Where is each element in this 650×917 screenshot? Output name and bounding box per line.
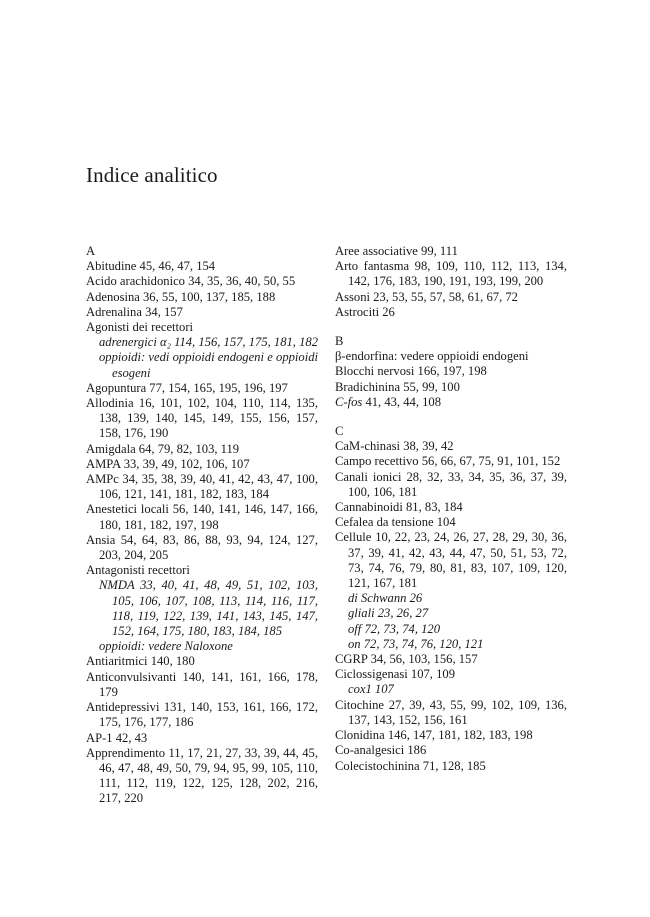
index-entry [86, 746, 318, 807]
index-entry-text: Allodinia 16, 101, 102, 104, 110, 114, 135, 138, 139, 140, 145, 149, 155, 156, 157, 158, 176, 190 [86, 396, 318, 441]
index-entry-text: Ciclossigenasi 107, 109 [335, 667, 455, 682]
index-subentry [335, 591, 567, 606]
section-letter: A [86, 244, 96, 258]
index-entry [86, 457, 318, 472]
index-entry [335, 364, 567, 379]
index-subentry [335, 622, 567, 637]
index-entry-text: Antagonisti recettori [86, 563, 190, 578]
index-entry-text: AP-1 42, 43 [86, 730, 148, 745]
index-entry [335, 698, 567, 728]
index-entry [86, 533, 318, 563]
index-entry-text: Antidepressivi 131, 140, 153, 161, 166, 172, 175, 176, 177, 186 [86, 700, 318, 730]
section-spacer [335, 410, 567, 424]
index-entry-text: Canali ionici 28, 32, 33, 34, 35, 36, 37, 39, 100, 106, 181 [335, 469, 567, 499]
index-entry-text: Bradichinina 55, 99, 100 [335, 379, 460, 394]
index-entry-text: Citochine 27, 39, 43, 55, 99, 102, 109, 136, 137, 143, 152, 156, 161 [335, 697, 567, 727]
index-entry-text: Anticonvulsivanti 140, 141, 161, 166, 178, 179 [86, 669, 318, 699]
index-entry [86, 654, 318, 669]
page-title: Indice analitico [86, 163, 218, 187]
index-entry [335, 290, 567, 305]
index-entry [86, 700, 318, 730]
index-entry [86, 563, 318, 578]
index-entry [86, 502, 318, 532]
index-subentry-text: NMDA 33, 40, 41, 48, 49, 51, 102, 103, 105, 106, 107, 108, 113, 114, 116, 117, 118, 119, 122, 139, 141, 143, 145, 147, 152, 164, 175, 180, 183, 184, 185 [99, 578, 318, 639]
index-entry [335, 743, 567, 758]
index-entry-text: Aree associative 99, 111 [335, 244, 458, 258]
index-entry-text: Abitudine 45, 46, 47, 154 [86, 259, 216, 274]
index-entry [335, 244, 567, 259]
index-entry [86, 274, 318, 289]
index-subentry-text: oppioidi: vedi oppioidi endogeni e oppioidi esogeni [99, 350, 318, 380]
index-entry-text: Cefalea da tensione 104 [335, 515, 456, 530]
index-entry [335, 305, 567, 320]
index-entry-text: AMPc 34, 35, 38, 39, 40, 41, 42, 43, 47, 100, 106, 121, 141, 181, 182, 183, 184 [86, 472, 318, 502]
index-entry-text: Acido arachidonico 34, 35, 36, 40, 50, 55 [86, 274, 296, 289]
index-entry [86, 259, 318, 274]
index-entry-text: Amigdala 64, 79, 82, 103, 119 [86, 441, 240, 456]
index-entry-term: C-fos [335, 394, 363, 409]
index-entry [86, 305, 318, 320]
index-entry [335, 515, 567, 530]
index-subentry [86, 639, 318, 654]
index-entry [335, 395, 567, 410]
index-subentry-text: di Schwann 26 [348, 591, 423, 606]
index-column-right [335, 244, 567, 774]
index-entry [335, 439, 567, 454]
index-entry-text: CaM-chinasi 38, 39, 42 [335, 439, 454, 454]
index-entry-text: Ansia 54, 64, 83, 86, 88, 93, 94, 124, 127, 203, 204, 205 [86, 532, 318, 563]
index-subentry [335, 606, 567, 621]
index-entry [86, 670, 318, 700]
index-entry [86, 396, 318, 442]
index-entry [86, 442, 318, 457]
index-entry-text: β-endorfina: vedere oppioidi endogeni [335, 349, 529, 364]
index-entry-text: Cellule 10, 22, 23, 24, 26, 27, 28, 29, 30, 36, 37, 39, 41, 42, 43, 44, 47, 50, 51, 53, 72, 73, 74, 76, 79, 80, 81, 83, 107, 109, 120, 121, 167, 181 [335, 530, 567, 591]
index-subentry [86, 350, 318, 380]
index-entry-text: 41, 43, 44, 108 [362, 394, 442, 409]
index-subentry [86, 335, 318, 350]
index-entry [335, 728, 567, 743]
section-letter: B [335, 334, 344, 349]
index-entry-text: Co-analgesici 186 [335, 743, 427, 758]
index-entry-text: Campo recettivo 56, 66, 67, 75, 91, 101, 152 [335, 454, 561, 469]
index-entry-text: CGRP 34, 56, 103, 156, 157 [335, 652, 478, 667]
index-entry-text: Blocchi nervosi 166, 197, 198 [335, 364, 487, 379]
index-subentry-text: cox1 107 [348, 682, 394, 697]
index-entry-text: Assoni 23, 53, 55, 57, 58, 61, 67, 72 [335, 289, 518, 304]
index-entry [335, 530, 567, 591]
index-subentry [86, 578, 318, 639]
index-entry-text: Agonisti dei recettori [86, 320, 194, 335]
index-subentry-text: adrenergici α₂ 114, 156, 157, 175, 181, 182 [99, 335, 318, 350]
index-column-left [86, 244, 318, 807]
index-subentry-text: on 72, 73, 74, 76, 120, 121 [348, 636, 484, 651]
index-subentry-text: oppioidi: vedere Naloxone [99, 639, 233, 654]
index-entry-text: Anestetici locali 56, 140, 141, 146, 147, 166, 180, 181, 182, 197, 198 [86, 502, 318, 532]
index-entry [335, 652, 567, 667]
index-entry-text: Adrenalina 34, 157 [86, 304, 183, 319]
index-entry [335, 380, 567, 395]
index-entry-text: Astrociti 26 [335, 304, 395, 319]
index-entry-text: Apprendimento 11, 17, 21, 27, 33, 39, 44, 45, 46, 47, 48, 49, 50, 79, 94, 95, 99, 105, 110, 111, 112, 119, 122, 125, 128, 202, 216, 217, 220 [86, 745, 318, 806]
index-entry [86, 290, 318, 305]
index-entry-text: Antiaritmici 140, 180 [86, 654, 195, 669]
section-spacer [335, 320, 567, 334]
index-subentry-text: gliali 23, 26, 27 [348, 606, 429, 621]
index-entry [335, 259, 567, 289]
index-entry-text: Colecistochinina 71, 128, 185 [335, 758, 486, 773]
index-subentry-text: off 72, 73, 74, 120 [348, 621, 441, 636]
index-entry [86, 381, 318, 396]
index-entry-text: AMPA 33, 39, 49, 102, 106, 107 [86, 456, 250, 471]
index-subentry [335, 682, 567, 697]
index-entry [335, 470, 567, 500]
index-entry [86, 320, 318, 335]
index-entry-text: Adenosina 36, 55, 100, 137, 185, 188 [86, 289, 276, 304]
index-entry [335, 349, 567, 364]
index-entry [86, 472, 318, 502]
index-entry-text: Arto fantasma 98, 109, 110, 112, 113, 134, 142, 176, 183, 190, 191, 193, 199, 200 [335, 259, 567, 289]
index-entry [335, 759, 567, 774]
section-letter: C [335, 424, 344, 439]
index-entry-text: Cannabinoidi 81, 83, 184 [335, 500, 463, 515]
index-entry [86, 731, 318, 746]
index-subentry [335, 637, 567, 652]
index-entry [335, 500, 567, 515]
index-entry-text: Agopuntura 77, 154, 165, 195, 196, 197 [86, 380, 288, 395]
index-entry [335, 454, 567, 469]
index-entry [335, 667, 567, 682]
index-entry-text: Clonidina 146, 147, 181, 182, 183, 198 [335, 728, 533, 743]
